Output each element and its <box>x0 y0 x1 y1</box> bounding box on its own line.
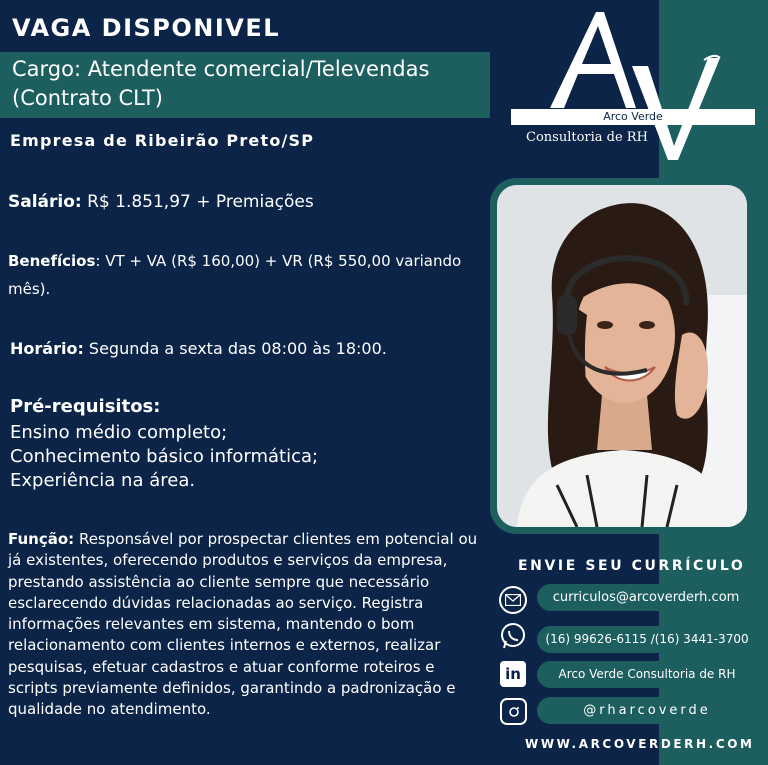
page-title: VAGA DISPONIVEL <box>12 14 281 42</box>
funcao-value: Responsável por prospectar clientes em potencial ou já existentes, oferecendo produtos e serviços da empresa, prestando assistência ao cliente sempre que necessário esclarecendo dúvidas relacionadas ao serviço. Registra informações relevantes em sistema, mantendo o bom relacionamento com clientes internos e externos, realizar pesquisas, efetuar cadastros e atuar conforme roteiros e scripts previamente definidos, garantindo a padronização e qualidade no atendimento. <box>8 530 478 719</box>
phone-link[interactable]: (16) 99626-6115 /(16) 3441-3700 <box>537 626 757 653</box>
beneficios-label: Benefícios <box>8 252 96 270</box>
whatsapp-icon <box>499 622 527 650</box>
empresa-location: Empresa de Ribeirão Preto/SP <box>10 131 315 150</box>
agent-photo <box>497 185 747 527</box>
instagram-icon <box>500 698 527 725</box>
beneficios-value: : VT + VA (R$ 160,00) + VR (R$ 550,00 variando mês). <box>8 252 462 298</box>
salario-value: R$ 1.851,97 + Premiações <box>81 192 314 212</box>
salario-line <box>8 189 488 215</box>
cargo-text <box>12 55 482 113</box>
horario-label: Horário: <box>10 339 84 358</box>
envie-curriculo-heading: ENVIE SEU CURRÍCULO <box>518 558 746 574</box>
horario-value: Segunda a sexta das 08:00 às 18:00. <box>83 339 387 358</box>
headset-woman-illustration <box>497 185 747 527</box>
cargo-line-2: (Contrato CLT) <box>12 86 163 110</box>
mail-icon <box>499 586 527 614</box>
prerequisito-item: Conhecimento básico informática; <box>10 446 319 467</box>
logo-band-text: Arco Verde <box>511 109 755 125</box>
cargo-line-1: Cargo: Atendente comercial/Televendas <box>12 57 430 81</box>
salario-label: Salário: <box>8 192 82 212</box>
horario-line <box>10 336 490 362</box>
prerequisitos-title: Pré-requisitos: <box>10 396 161 417</box>
funcao-paragraph <box>8 529 486 721</box>
linkedin-link[interactable]: Arco Verde Consultoria de RH <box>537 661 757 688</box>
prerequisitos-list <box>10 421 318 493</box>
funcao-label: Função: <box>8 530 75 548</box>
prerequisito-item: Ensino médio completo; <box>10 422 228 443</box>
website-link[interactable]: WWW.ARCOVERDERH.COM <box>525 737 755 751</box>
linkedin-icon: in <box>500 661 526 687</box>
beneficios-line <box>8 247 488 303</box>
prerequisito-item: Experiência na área. <box>10 470 196 491</box>
instagram-link[interactable]: @rharcoverde <box>537 697 757 724</box>
logo-subtitle: Consultoria de RH <box>526 130 648 145</box>
email-link[interactable]: curriculos@arcoverderh.com <box>537 584 755 611</box>
